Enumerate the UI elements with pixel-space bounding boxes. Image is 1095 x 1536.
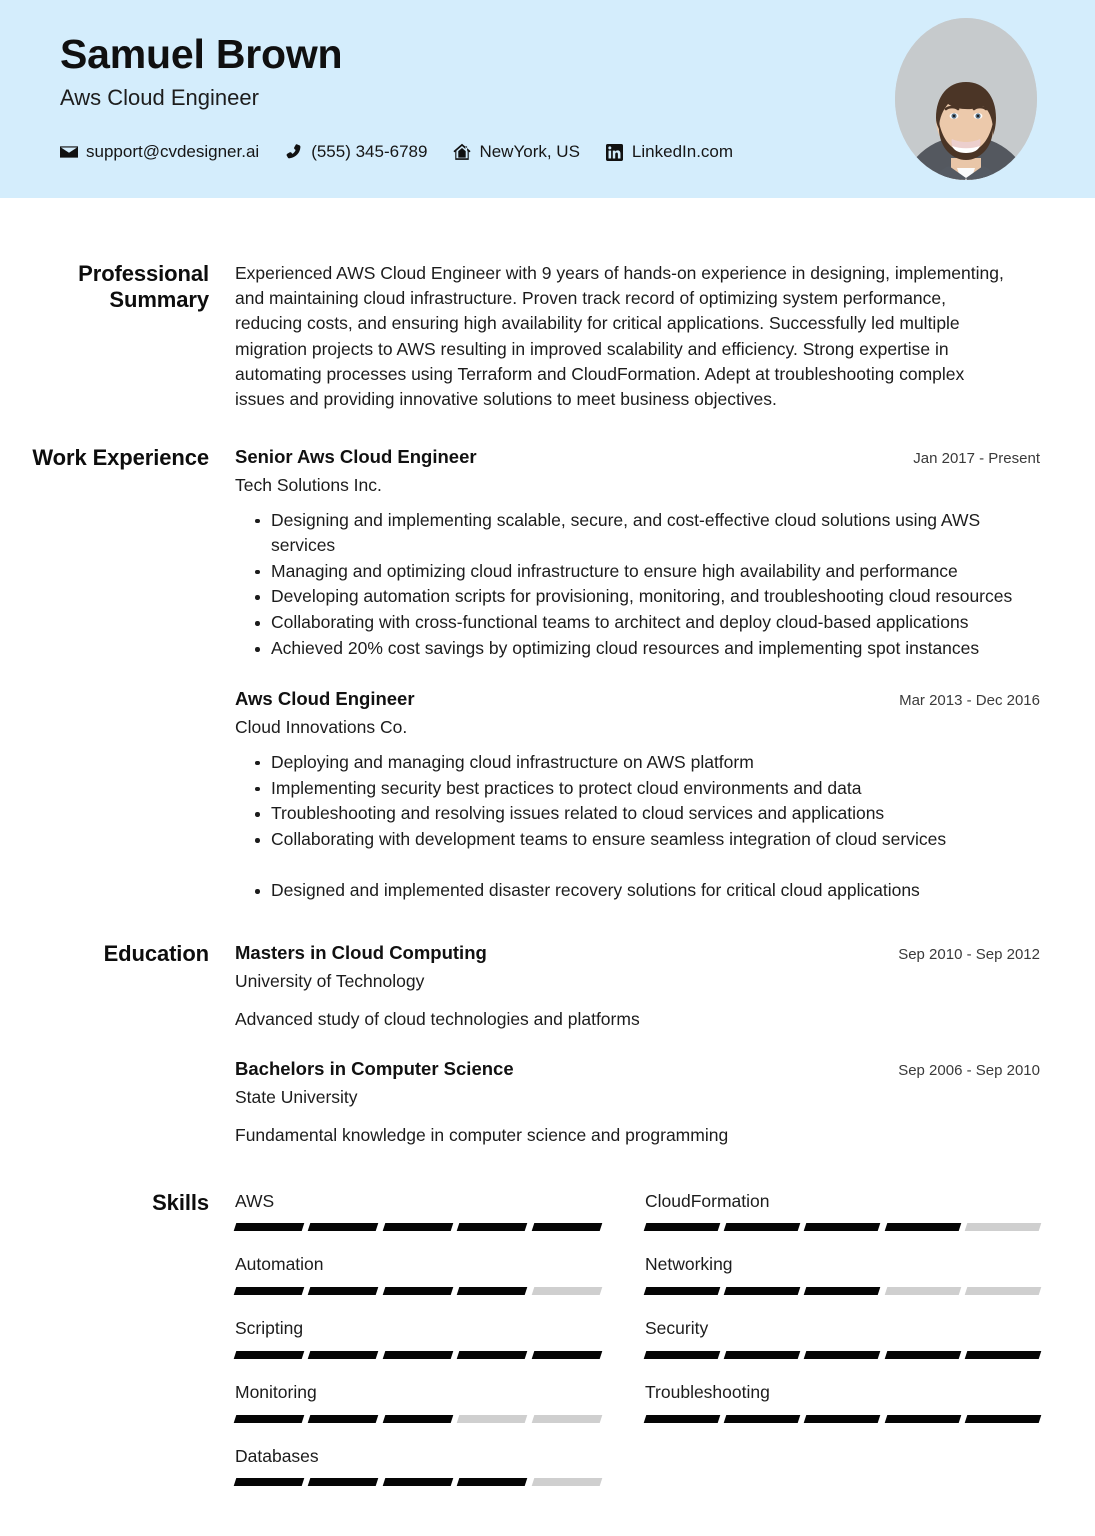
- skill-level-bar: [235, 1415, 601, 1423]
- section-education: [0, 941, 1040, 1148]
- bullet-item: Designing and implementing scalable, secure, and cost-effective cloud solutions using AWS services: [235, 508, 1040, 558]
- education-entry-date: Sep 2010 - Sep 2012: [898, 946, 1040, 963]
- education-entry-desc: Advanced study of cloud technologies and platforms: [235, 1008, 640, 1029]
- work-entry-head: [235, 687, 1040, 711]
- skill-level-bar: [645, 1223, 1040, 1231]
- skill-level-segment: [308, 1223, 379, 1231]
- skill-item: [235, 1445, 601, 1509]
- contact-linkedin-text: LinkedIn.com: [631, 142, 734, 162]
- education-entry-title: Bachelors in Computer Science: [235, 1058, 514, 1080]
- work-entry: [235, 445, 1040, 661]
- skill-level-segment: [644, 1351, 721, 1359]
- skill-item: [645, 1381, 1040, 1445]
- skill-item: [235, 1381, 601, 1445]
- skill-level-segment: [884, 1287, 961, 1295]
- skill-item: [235, 1317, 601, 1381]
- skill-item: [235, 1190, 601, 1254]
- skill-level-bar: [235, 1287, 601, 1295]
- work-entry-bullets: [235, 750, 1040, 903]
- skill-level-segment: [383, 1287, 454, 1295]
- candidate-name: Samuel Brown: [60, 31, 343, 77]
- skill-item: [645, 1253, 1040, 1317]
- bullet-item: Implementing security best practices to protect cloud environments and data: [235, 776, 1040, 801]
- skill-level-segment: [644, 1287, 721, 1295]
- contact-phone-text: (555) 345-6789: [311, 142, 428, 162]
- skill-level-segment: [308, 1287, 379, 1295]
- skills-grid: [235, 1190, 1040, 1509]
- skill-level-segment: [724, 1223, 801, 1231]
- skill-level-bar: [235, 1223, 601, 1231]
- section-label-education: Education: [103, 941, 209, 966]
- skill-name: AWS: [235, 1190, 275, 1211]
- skill-level-segment: [724, 1415, 801, 1423]
- skill-level-segment: [644, 1415, 721, 1423]
- skill-name: Monitoring: [235, 1381, 317, 1402]
- skill-level-segment: [965, 1415, 1042, 1423]
- contact-location-text: NewYork, US: [479, 142, 580, 162]
- contact-email[interactable]: [60, 142, 259, 162]
- skill-level-segment: [531, 1478, 602, 1486]
- skill-level-segment: [457, 1351, 528, 1359]
- skill-level-segment: [531, 1287, 602, 1295]
- skill-level-segment: [965, 1223, 1042, 1231]
- skill-level-segment: [884, 1223, 961, 1231]
- skill-level-segment: [234, 1287, 305, 1295]
- work-entry-org: Cloud Innovations Co.: [235, 717, 408, 738]
- summary-text: Experienced AWS Cloud Engineer with 9 years of hands-on experience in designing, implementing, and maintaining cloud infrastructure. Proven track record of optimizing system performance, reducing costs, and ensuring high availability for critical applications. Successfully led multiple migration projects to AWS resulting in improved scalability and efficiency. Strong expertise in automating processes using Terraform and CloudFormation. Adept at troubleshooting complex issues and providing innovative solutions to meet business objectives.: [235, 263, 1004, 409]
- section-professional-summary: [0, 261, 1040, 412]
- linkedin-icon: [606, 143, 624, 161]
- skill-level-segment: [457, 1287, 528, 1295]
- skill-level-segment: [383, 1223, 454, 1231]
- education-entry-org: University of Technology: [235, 971, 425, 992]
- skill-item: [645, 1317, 1040, 1381]
- home-icon: [453, 143, 471, 161]
- education-entry: [235, 1057, 1040, 1147]
- contact-linkedin[interactable]: [606, 142, 733, 162]
- skill-name: Databases: [235, 1445, 319, 1466]
- skill-level-segment: [531, 1223, 602, 1231]
- resume-body: [0, 261, 1095, 1508]
- education-entry-date: Sep 2006 - Sep 2010: [898, 1062, 1040, 1080]
- envelope-icon: [60, 143, 78, 161]
- contact-email-text: support@cvdesigner.ai: [86, 142, 260, 162]
- work-entry-date: Jan 2017 - Present: [913, 450, 1040, 468]
- work-entry-title: Senior Aws Cloud Engineer: [235, 446, 477, 468]
- bullet-item: Troubleshooting and resolving issues related to cloud services and applications: [235, 801, 1040, 826]
- bullet-item: Achieved 20% cost savings by optimizing cloud resources and implementing spot instances: [235, 636, 1040, 661]
- work-body: [235, 445, 1040, 904]
- skill-level-bar: [235, 1351, 601, 1359]
- skill-level-segment: [234, 1223, 305, 1231]
- summary-body: [235, 261, 1040, 412]
- bullet-item: Developing automation scripts for provisioning, monitoring, and troubleshooting cloud resources: [235, 584, 1040, 609]
- skill-level-bar: [645, 1351, 1040, 1359]
- education-entry-desc: Fundamental knowledge in computer science and programming: [235, 1125, 729, 1146]
- skill-level-segment: [531, 1415, 602, 1423]
- skill-level-segment: [457, 1223, 528, 1231]
- avatar: [895, 18, 1037, 180]
- skill-level-bar: [235, 1478, 601, 1486]
- work-entry-org: Tech Solutions Inc.: [235, 475, 382, 496]
- work-entry: [235, 687, 1040, 903]
- skill-level-segment: [383, 1351, 454, 1359]
- profile-photo-illustration: [895, 18, 1037, 180]
- skill-item: [645, 1190, 1040, 1254]
- skill-level-segment: [234, 1478, 305, 1486]
- skill-level-segment: [804, 1351, 881, 1359]
- contact-phone[interactable]: [285, 142, 427, 162]
- skill-level-segment: [457, 1478, 528, 1486]
- skill-level-segment: [457, 1415, 528, 1423]
- education-entry-head: [235, 1057, 1040, 1081]
- resume-header: [0, 0, 1095, 198]
- bullet-item: Designed and implemented disaster recovery solutions for critical cloud applications: [235, 878, 1040, 903]
- candidate-job-title: Aws Cloud Engineer: [60, 84, 259, 110]
- skill-item: [235, 1253, 601, 1317]
- skill-level-segment: [804, 1223, 881, 1231]
- bullet-item: Collaborating with development teams to ensure seamless integration of cloud services: [235, 827, 1040, 852]
- skill-level-segment: [308, 1351, 379, 1359]
- education-body: [235, 941, 1040, 1148]
- skill-name: CloudFormation: [645, 1190, 770, 1211]
- skill-level-segment: [383, 1415, 454, 1423]
- skill-level-segment: [884, 1415, 961, 1423]
- skill-name: Troubleshooting: [645, 1381, 770, 1402]
- bullet-item: Deploying and managing cloud infrastructure on AWS platform: [235, 750, 1040, 775]
- bullet-item: Managing and optimizing cloud infrastructure to ensure high availability and performance: [235, 559, 1040, 584]
- skill-level-segment: [308, 1415, 379, 1423]
- work-entry-head: [235, 445, 1040, 469]
- skill-level-bar: [645, 1415, 1040, 1423]
- bullet-item: Collaborating with cross-functional teams to architect and deploy cloud-based applications: [235, 610, 1040, 635]
- section-label-work: Work Experience: [32, 445, 209, 471]
- work-entry-title: Aws Cloud Engineer: [235, 687, 415, 709]
- skill-name: Security: [645, 1318, 709, 1339]
- skill-level-segment: [965, 1287, 1042, 1295]
- education-entry-head: [235, 941, 1040, 965]
- phone-icon: [285, 143, 303, 161]
- skill-name: Scripting: [235, 1318, 304, 1339]
- contact-location[interactable]: [453, 142, 579, 162]
- skill-level-segment: [234, 1415, 305, 1423]
- skill-level-segment: [383, 1478, 454, 1486]
- skill-level-segment: [724, 1351, 801, 1359]
- skill-level-segment: [234, 1351, 305, 1359]
- skill-name: Automation: [235, 1254, 324, 1275]
- section-label-skills: Skills: [152, 1189, 209, 1215]
- education-entry-org: State University: [235, 1087, 358, 1108]
- skill-level-segment: [531, 1351, 602, 1359]
- skill-level-segment: [804, 1287, 881, 1295]
- skill-level-bar: [645, 1287, 1040, 1295]
- skill-level-segment: [308, 1478, 379, 1486]
- skill-level-segment: [804, 1415, 881, 1423]
- skill-level-segment: [965, 1351, 1042, 1359]
- work-entry-date: Mar 2013 - Dec 2016: [899, 691, 1040, 709]
- skill-name: Networking: [645, 1254, 733, 1275]
- education-entry-title: Masters in Cloud Computing: [235, 942, 487, 963]
- section-work-experience: [0, 445, 1040, 904]
- skill-level-segment: [644, 1223, 721, 1231]
- work-entry-bullets: [235, 508, 1040, 661]
- section-skills: [0, 1190, 1040, 1509]
- skill-level-segment: [724, 1287, 801, 1295]
- education-entry: [235, 941, 1040, 1031]
- skill-level-segment: [884, 1351, 961, 1359]
- skills-body: [235, 1190, 1040, 1509]
- section-label-summary: Professional Summary: [78, 261, 209, 312]
